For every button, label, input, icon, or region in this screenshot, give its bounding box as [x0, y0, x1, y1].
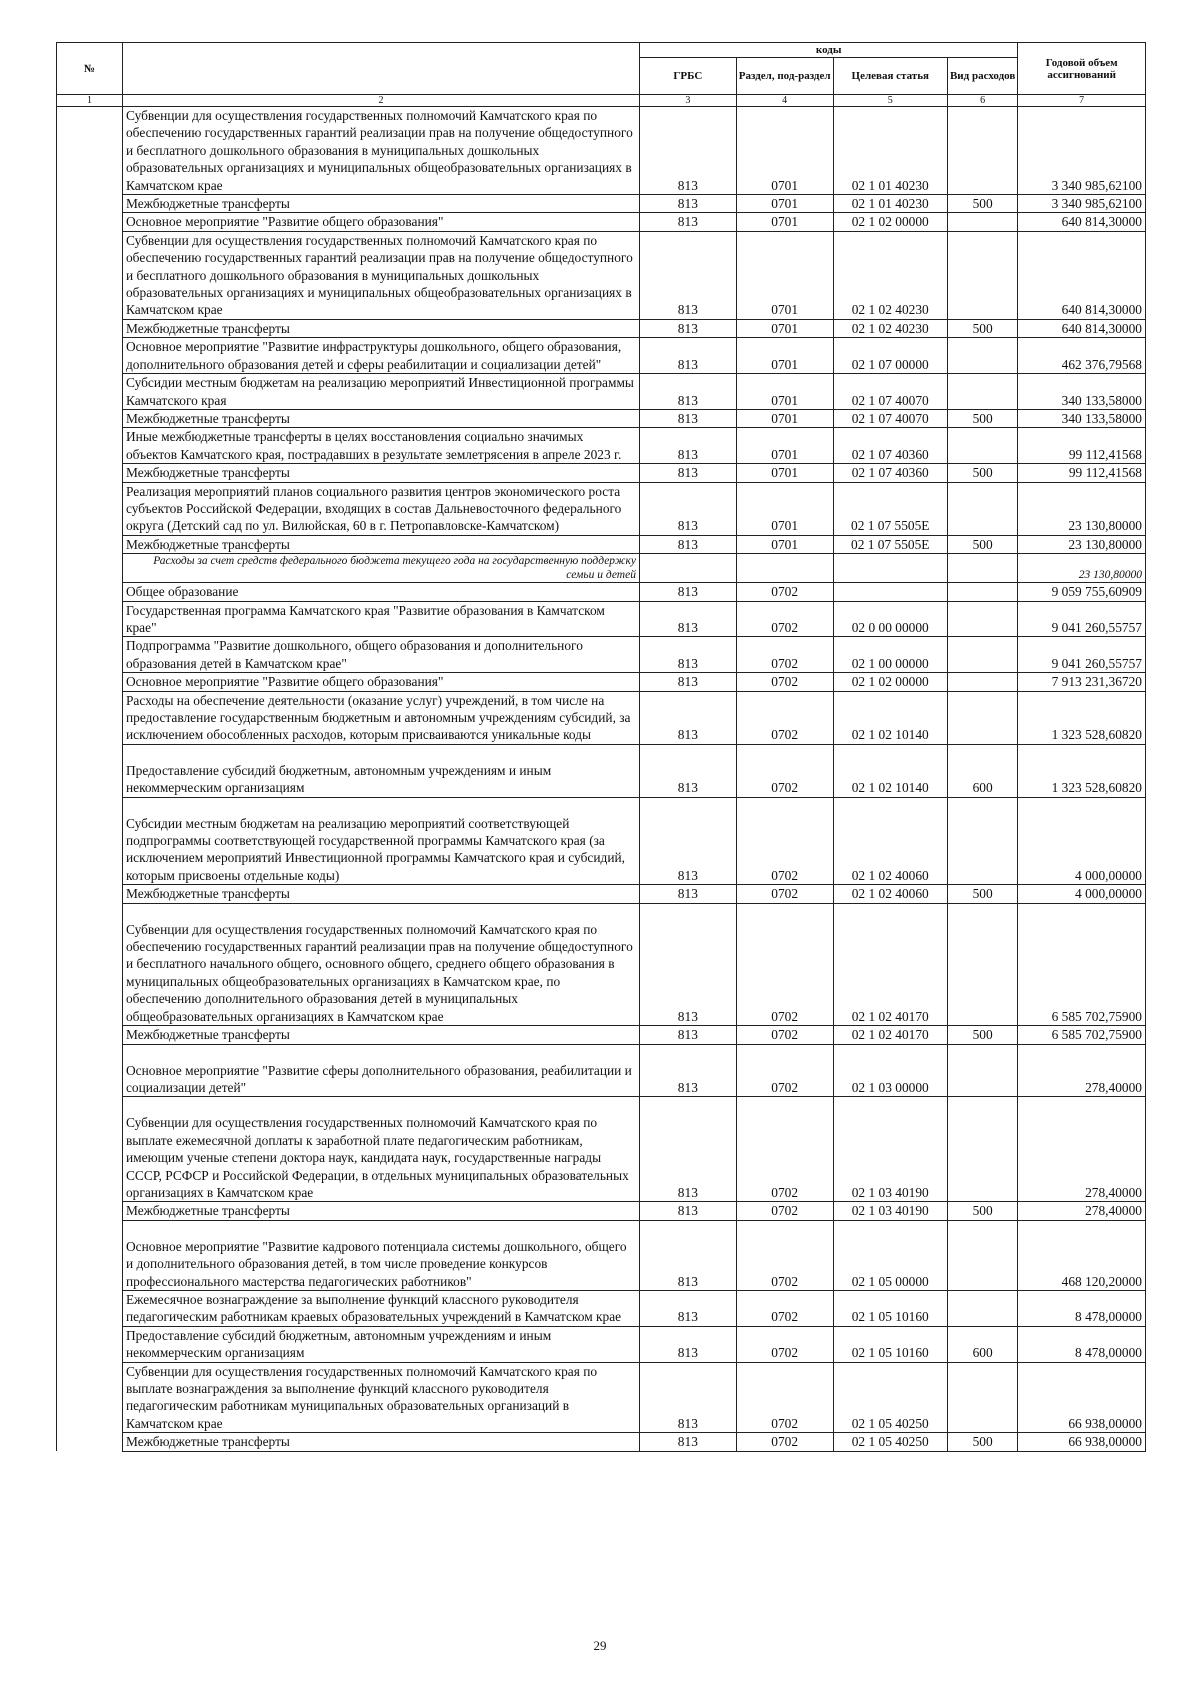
table-row	[57, 583, 1146, 601]
grbs-code: 813	[639, 1362, 736, 1433]
item-name: Подпрограмма "Развитие дошкольного, общего образования и дополнительного образования детей в Камчатском крае"	[122, 637, 639, 673]
row-number-cell	[57, 1433, 123, 1451]
amount-value: 340 133,58000	[1018, 409, 1146, 427]
table-row	[57, 319, 1146, 337]
target-article-code: 02 1 05 00000	[833, 1220, 947, 1290]
item-name: Субвенции для осуществления государственных полномочий Камчатского края по обеспечению государственных гарантий реализации прав на получение общедоступного и бесплатного начального общего, основного общего, среднего общего образования в муниципальных общеобразовательных организациях в Камчатском крае, по обеспечению дополнительного образования детей в муниципальных общеобразовательных организациях в Камчатском крае	[122, 903, 639, 1025]
table-row	[57, 482, 1146, 535]
razdel-code: 0702	[736, 673, 833, 691]
grbs-code: 813	[639, 1026, 736, 1044]
target-article-code: 02 1 07 40360	[833, 428, 947, 464]
row-number-cell	[57, 482, 123, 535]
target-article-code: 02 1 07 00000	[833, 338, 947, 374]
row-number-cell	[57, 107, 123, 195]
row-number-cell	[57, 554, 123, 583]
expense-type-code	[947, 797, 1017, 885]
grbs-code: 813	[639, 903, 736, 1025]
row-number-cell	[57, 1026, 123, 1044]
item-name: Межбюджетные трансферты	[122, 409, 639, 427]
table-row	[57, 744, 1146, 797]
target-article-code: 02 1 01 40230	[833, 107, 947, 195]
razdel-code: 0701	[736, 231, 833, 319]
row-number-cell	[57, 797, 123, 885]
row-number-cell	[57, 319, 123, 337]
header-razdel: Раздел, под-раздел	[736, 58, 833, 95]
expense-type-code	[947, 482, 1017, 535]
target-article-code: 02 1 02 40060	[833, 797, 947, 885]
expense-type-code	[947, 213, 1017, 231]
expense-type-code	[947, 1290, 1017, 1326]
item-name: Субвенции для осуществления государственных полномочий Камчатского края по обеспечению государственных гарантий реализации прав на получение общедоступного и бесплатного дошкольного образования в муниципальных дошкольных образовательных организациях и муниципальных общеобразовательных организациях в Камчатском крае	[122, 107, 639, 195]
note-row	[57, 554, 1146, 583]
amount-value: 8 478,00000	[1018, 1326, 1146, 1362]
item-name: Предоставление субсидий бюджетным, автономным учреждениям и иным некоммерческим организациям	[122, 1326, 639, 1362]
razdel-code: 0702	[736, 1220, 833, 1290]
target-article-code: 02 1 07 5505Е	[833, 535, 947, 553]
item-name: Межбюджетные трансферты	[122, 319, 639, 337]
item-name: Межбюджетные трансферты	[122, 1026, 639, 1044]
razdel-code	[736, 554, 833, 583]
item-name: Иные межбюджетные трансферты в целях восстановления социально значимых объектов Камчатского края, пострадавших в результате землетрясения в апреле 2023 г.	[122, 428, 639, 464]
razdel-code: 0702	[736, 1044, 833, 1097]
amount-value: 7 913 231,36720	[1018, 673, 1146, 691]
grbs-code: 813	[639, 1097, 736, 1202]
budget-document	[56, 42, 1146, 1452]
target-article-code: 02 1 03 00000	[833, 1044, 947, 1097]
grbs-code: 813	[639, 673, 736, 691]
expense-type-code	[947, 554, 1017, 583]
item-name: Межбюджетные трансферты	[122, 885, 639, 903]
razdel-code: 0701	[736, 464, 833, 482]
header-amount: Годовой объем ассигнований	[1018, 43, 1146, 95]
target-article-code: 02 1 05 10160	[833, 1326, 947, 1362]
expense-type-code	[947, 1044, 1017, 1097]
razdel-code: 0702	[736, 1433, 833, 1451]
razdel-code: 0702	[736, 1202, 833, 1220]
item-name: Основное мероприятие "Развитие инфраструктуры дошкольного, общего образования, дополнительного образования детей и сферы реабилитации и социализации детей"	[122, 338, 639, 374]
table-row	[57, 1202, 1146, 1220]
razdel-code: 0702	[736, 583, 833, 601]
table-row	[57, 673, 1146, 691]
amount-value: 1 323 528,60820	[1018, 691, 1146, 744]
expense-type-code	[947, 428, 1017, 464]
table-row	[57, 1433, 1146, 1451]
row-number-cell	[57, 231, 123, 319]
item-name: Межбюджетные трансферты	[122, 535, 639, 553]
target-article-code: 02 0 00 00000	[833, 601, 947, 637]
expense-type-code: 500	[947, 464, 1017, 482]
col-number: 3	[639, 95, 736, 107]
table-row	[57, 885, 1146, 903]
grbs-code: 813	[639, 374, 736, 410]
item-name: Субсидии местным бюджетам на реализацию мероприятий соответствующей подпрограммы соответствующей государственной программы Камчатского края (за исключением мероприятий Инвестиционной программы Камчатского края и субсидий, которым присвоены отдельные коды)	[122, 797, 639, 885]
expense-type-code	[947, 374, 1017, 410]
expense-type-code	[947, 673, 1017, 691]
target-article-code: 02 1 02 00000	[833, 673, 947, 691]
table-row	[57, 1326, 1146, 1362]
amount-value: 23 130,80000	[1018, 554, 1146, 583]
grbs-code: 813	[639, 231, 736, 319]
razdel-code: 0701	[736, 409, 833, 427]
table-row	[57, 637, 1146, 673]
razdel-code: 0702	[736, 1326, 833, 1362]
grbs-code: 813	[639, 744, 736, 797]
amount-value: 640 814,30000	[1018, 231, 1146, 319]
target-article-code	[833, 554, 947, 583]
row-number-cell	[57, 885, 123, 903]
grbs-code: 813	[639, 464, 736, 482]
expense-type-code: 500	[947, 195, 1017, 213]
item-name: Субвенции для осуществления государственных полномочий Камчатского края по выплате ежемесячной доплаты к заработной плате педагогическим работникам, имеющим ученые степени доктора наук, кандидата наук, государственные награды СССР, РСФСР и Российской Федерации, в отдельных муниципальных образовательных организациях в Камчатском крае	[122, 1097, 639, 1202]
table-row	[57, 1097, 1146, 1202]
table-row	[57, 601, 1146, 637]
table-row	[57, 1044, 1146, 1097]
table-row	[57, 1026, 1146, 1044]
col-number: 2	[122, 95, 639, 107]
row-number-cell	[57, 428, 123, 464]
table-row	[57, 409, 1146, 427]
target-article-code: 02 1 02 40170	[833, 1026, 947, 1044]
amount-value: 8 478,00000	[1018, 1290, 1146, 1326]
amount-value: 6 585 702,75900	[1018, 903, 1146, 1025]
grbs-code: 813	[639, 1433, 736, 1451]
razdel-code: 0701	[736, 428, 833, 464]
col-number: 6	[947, 95, 1017, 107]
expense-type-code: 500	[947, 885, 1017, 903]
item-name: Основное мероприятие "Развитие сферы дополнительного образования, реабилитации и социализации детей"	[122, 1044, 639, 1097]
amount-value: 9 041 260,55757	[1018, 637, 1146, 673]
target-article-code: 02 1 02 10140	[833, 691, 947, 744]
grbs-code: 813	[639, 797, 736, 885]
expense-type-code: 600	[947, 1326, 1017, 1362]
row-number-cell	[57, 744, 123, 797]
table-row	[57, 195, 1146, 213]
item-name: Межбюджетные трансферты	[122, 195, 639, 213]
razdel-code: 0702	[736, 1362, 833, 1433]
target-article-code: 02 1 03 40190	[833, 1097, 947, 1202]
target-article-code: 02 1 02 00000	[833, 213, 947, 231]
item-name: Реализация мероприятий планов социального развития центров экономического роста субъектов Российской Федерации, входящих в состав Дальневосточного федерального округа (Детский сад по ул. Вилюйская, 60 в г. Петропавловске-Камчатском)	[122, 482, 639, 535]
expense-type-code	[947, 1220, 1017, 1290]
item-name: Основное мероприятие "Развитие общего образования"	[122, 673, 639, 691]
header-row-top	[57, 43, 1146, 58]
razdel-code: 0702	[736, 903, 833, 1025]
grbs-code: 813	[639, 691, 736, 744]
expense-type-code	[947, 231, 1017, 319]
grbs-code: 813	[639, 535, 736, 553]
grbs-code: 813	[639, 637, 736, 673]
item-name: Субвенции для осуществления государственных полномочий Камчатского края по обеспечению государственных гарантий реализации прав на получение общедоступного и бесплатного дошкольного образования в муниципальных дошкольных образовательных организациях и муниципальных общеобразовательных организациях в Камчатском крае	[122, 231, 639, 319]
target-article-code: 02 1 03 40190	[833, 1202, 947, 1220]
grbs-code	[639, 554, 736, 583]
amount-value: 99 112,41568	[1018, 464, 1146, 482]
expense-type-code: 500	[947, 319, 1017, 337]
expense-type-code	[947, 1362, 1017, 1433]
target-article-code: 02 1 02 40230	[833, 319, 947, 337]
row-number-cell	[57, 637, 123, 673]
target-article-code: 02 1 02 40060	[833, 885, 947, 903]
col-number: 7	[1018, 95, 1146, 107]
razdel-code: 0702	[736, 744, 833, 797]
razdel-code: 0701	[736, 195, 833, 213]
target-article-code	[833, 583, 947, 601]
row-number-cell	[57, 195, 123, 213]
razdel-code: 0702	[736, 1097, 833, 1202]
razdel-code: 0702	[736, 797, 833, 885]
row-number-cell	[57, 338, 123, 374]
razdel-code: 0701	[736, 107, 833, 195]
row-number-cell	[57, 583, 123, 601]
expense-type-code: 500	[947, 535, 1017, 553]
col-number: 1	[57, 95, 123, 107]
amount-value: 278,40000	[1018, 1044, 1146, 1097]
grbs-code: 813	[639, 1220, 736, 1290]
table-row	[57, 535, 1146, 553]
amount-value: 468 120,20000	[1018, 1220, 1146, 1290]
target-article-code: 02 1 05 40250	[833, 1433, 947, 1451]
item-name: Основное мероприятие "Развитие кадрового потенциала системы дошкольного, общего и дополнительного образования детей, в том числе проведение конкурсов профессионального мастерства педагогических работников"	[122, 1220, 639, 1290]
amount-value: 640 814,30000	[1018, 213, 1146, 231]
amount-value: 4 000,00000	[1018, 885, 1146, 903]
amount-value: 278,40000	[1018, 1097, 1146, 1202]
item-name: Общее образование	[122, 583, 639, 601]
amount-value: 4 000,00000	[1018, 797, 1146, 885]
grbs-code: 813	[639, 409, 736, 427]
amount-value: 3 340 985,62100	[1018, 107, 1146, 195]
razdel-code: 0701	[736, 338, 833, 374]
table-row	[57, 231, 1146, 319]
page-number: 29	[593, 1638, 607, 1653]
expense-type-code	[947, 903, 1017, 1025]
table-row	[57, 1290, 1146, 1326]
item-name: Субсидии местным бюджетам на реализацию мероприятий Инвестиционной программы Камчатского края	[122, 374, 639, 410]
row-number-cell	[57, 691, 123, 744]
amount-value: 66 938,00000	[1018, 1433, 1146, 1451]
grbs-code: 813	[639, 601, 736, 637]
header-name	[122, 43, 639, 95]
grbs-code: 813	[639, 583, 736, 601]
amount-value: 462 376,79568	[1018, 338, 1146, 374]
table-row	[57, 1362, 1146, 1433]
item-name: Предоставление субсидий бюджетным, автономным учреждениям и иным некоммерческим организациям	[122, 744, 639, 797]
grbs-code: 813	[639, 195, 736, 213]
target-article-code: 02 1 00 00000	[833, 637, 947, 673]
col-number: 5	[833, 95, 947, 107]
item-name: Расходы на обеспечение деятельности (оказание услуг) учреждений, в том числе на предоставление государственным бюджетным и автономным учреждениям субсидий, за исключением обособленных расходов, которым присваиваются уникальные коды	[122, 691, 639, 744]
item-name: Основное мероприятие "Развитие общего образования"	[122, 213, 639, 231]
row-number-cell	[57, 1202, 123, 1220]
item-name: Межбюджетные трансферты	[122, 1202, 639, 1220]
razdel-code: 0701	[736, 319, 833, 337]
grbs-code: 813	[639, 1290, 736, 1326]
expense-type-code: 500	[947, 1433, 1017, 1451]
row-number-cell	[57, 1220, 123, 1290]
header-grbs: ГРБС	[639, 58, 736, 95]
table-row	[57, 107, 1146, 195]
grbs-code: 813	[639, 1202, 736, 1220]
row-number-cell	[57, 409, 123, 427]
row-number-cell	[57, 213, 123, 231]
amount-value: 278,40000	[1018, 1202, 1146, 1220]
item-name: Государственная программа Камчатского края "Развитие образования в Камчатском крае"	[122, 601, 639, 637]
target-article-code: 02 1 07 40070	[833, 374, 947, 410]
grbs-code: 813	[639, 885, 736, 903]
target-article-code: 02 1 07 5505Е	[833, 482, 947, 535]
grbs-code: 813	[639, 107, 736, 195]
grbs-code: 813	[639, 319, 736, 337]
expense-type-code: 500	[947, 409, 1017, 427]
amount-value: 640 814,30000	[1018, 319, 1146, 337]
header-no: №	[57, 43, 123, 95]
table-row	[57, 374, 1146, 410]
expense-type-code: 500	[947, 1026, 1017, 1044]
grbs-code: 813	[639, 1326, 736, 1362]
expense-type-code: 500	[947, 1202, 1017, 1220]
amount-value: 23 130,80000	[1018, 482, 1146, 535]
row-number-cell	[57, 903, 123, 1025]
table-row	[57, 213, 1146, 231]
razdel-code: 0702	[736, 637, 833, 673]
expense-type-code: 600	[947, 744, 1017, 797]
item-name: Субвенции для осуществления государственных полномочий Камчатского края по выплате вознаграждения за выполнение функций классного руководителя педагогическим работникам муниципальных образовательных организаций в Камчатском крае	[122, 1362, 639, 1433]
header-celevaya: Целевая статья	[833, 58, 947, 95]
item-name: Расходы за счет средств федерального бюджета текущего года на государственную поддержку семьи и детей	[122, 554, 639, 583]
grbs-code: 813	[639, 482, 736, 535]
razdel-code: 0701	[736, 482, 833, 535]
razdel-code: 0701	[736, 535, 833, 553]
target-article-code: 02 1 02 40170	[833, 903, 947, 1025]
amount-value: 23 130,80000	[1018, 535, 1146, 553]
expense-type-code	[947, 1097, 1017, 1202]
razdel-code: 0702	[736, 601, 833, 637]
grbs-code: 813	[639, 428, 736, 464]
row-number-cell	[57, 374, 123, 410]
row-number-cell	[57, 673, 123, 691]
target-article-code: 02 1 02 10140	[833, 744, 947, 797]
row-number-cell	[57, 1290, 123, 1326]
row-number-cell	[57, 1097, 123, 1202]
target-article-code: 02 1 07 40360	[833, 464, 947, 482]
target-article-code: 02 1 07 40070	[833, 409, 947, 427]
amount-value: 9 041 260,55757	[1018, 601, 1146, 637]
header-vid: Вид расходов	[947, 58, 1017, 95]
amount-value: 340 133,58000	[1018, 374, 1146, 410]
amount-value: 9 059 755,60909	[1018, 583, 1146, 601]
expense-type-code	[947, 601, 1017, 637]
razdel-code: 0701	[736, 213, 833, 231]
razdel-code: 0702	[736, 1026, 833, 1044]
expense-type-code	[947, 107, 1017, 195]
amount-value: 6 585 702,75900	[1018, 1026, 1146, 1044]
amount-value: 1 323 528,60820	[1018, 744, 1146, 797]
header-row-numbers	[57, 95, 1146, 107]
col-number: 4	[736, 95, 833, 107]
target-article-code: 02 1 05 40250	[833, 1362, 947, 1433]
amount-value: 66 938,00000	[1018, 1362, 1146, 1433]
row-number-cell	[57, 1362, 123, 1433]
grbs-code: 813	[639, 338, 736, 374]
grbs-code: 813	[639, 1044, 736, 1097]
row-number-cell	[57, 601, 123, 637]
expense-type-code	[947, 583, 1017, 601]
row-number-cell	[57, 464, 123, 482]
row-number-cell	[57, 535, 123, 553]
target-article-code: 02 1 02 40230	[833, 231, 947, 319]
amount-value: 99 112,41568	[1018, 428, 1146, 464]
row-number-cell	[57, 1326, 123, 1362]
table-row	[57, 691, 1146, 744]
razdel-code: 0702	[736, 885, 833, 903]
expense-type-code	[947, 338, 1017, 374]
item-name: Межбюджетные трансферты	[122, 1433, 639, 1451]
razdel-code: 0702	[736, 1290, 833, 1326]
expense-type-code	[947, 691, 1017, 744]
header-codes: коды	[639, 43, 1017, 58]
table-row	[57, 1220, 1146, 1290]
amount-value: 3 340 985,62100	[1018, 195, 1146, 213]
target-article-code: 02 1 05 10160	[833, 1290, 947, 1326]
table-row	[57, 903, 1146, 1025]
table-row	[57, 428, 1146, 464]
item-name: Ежемесячное вознаграждение за выполнение функций классного руководителя педагогическим работникам краевых образовательных учреждений в Камчатском крае	[122, 1290, 639, 1326]
table-row	[57, 797, 1146, 885]
budget-table	[56, 42, 1146, 1452]
target-article-code: 02 1 01 40230	[833, 195, 947, 213]
table-row	[57, 338, 1146, 374]
table-row	[57, 464, 1146, 482]
item-name: Межбюджетные трансферты	[122, 464, 639, 482]
razdel-code: 0701	[736, 374, 833, 410]
expense-type-code	[947, 637, 1017, 673]
grbs-code: 813	[639, 213, 736, 231]
row-number-cell	[57, 1044, 123, 1097]
razdel-code: 0702	[736, 691, 833, 744]
